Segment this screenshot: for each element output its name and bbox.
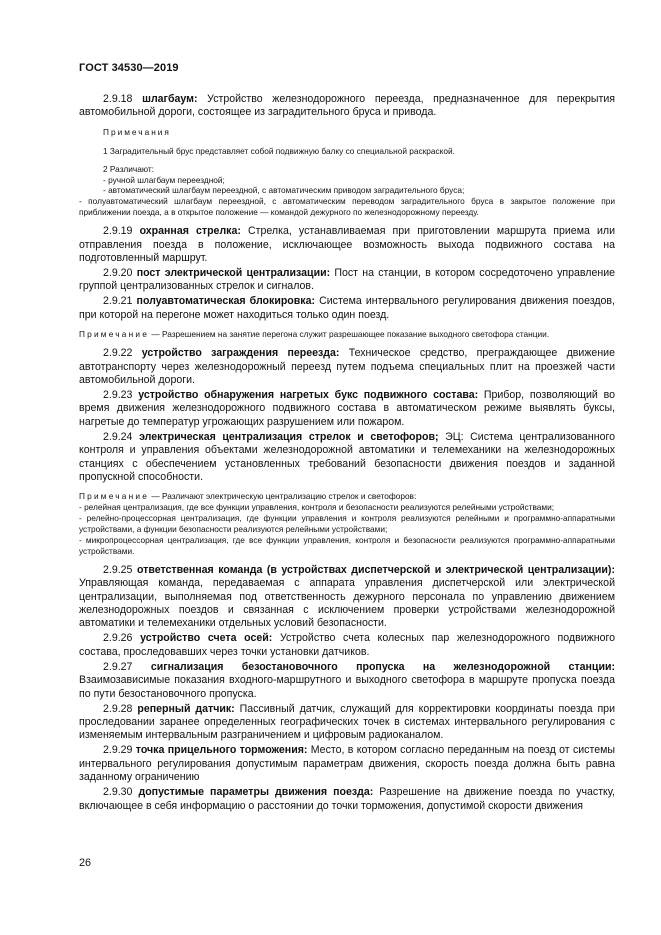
term-text: Разрешение на движение поезда по участку, включающее в себя информацию о расстоянии до точки торможения, допустимой скорости движения: [79, 786, 615, 812]
note-label: Примечание: [79, 329, 150, 340]
term-text: 2.9.18: [103, 93, 143, 105]
term-text: 2.9.21: [103, 295, 137, 308]
term-title: точка прицельного торможения:: [135, 744, 308, 757]
term-2-9-19: [79, 225, 615, 265]
term-text: Техническое средство, преграждающее движение автотранспорту через железнодорожный переезд путем подъема специальных плит на проезжей части автомобильной дороги.: [79, 347, 615, 386]
term-2-9-18: [79, 93, 615, 120]
term-title: допустимые параметры движения поезда:: [138, 786, 374, 799]
note-2-9-21: Примечание — Разрешением на занятие перегона служит разрешающее показание выходного светофора станции.: [79, 329, 550, 340]
term-2-9-28: [79, 703, 615, 743]
term-title: ответственная команда (в устройствах диспетчерской и электрической централизации):: [136, 563, 615, 576]
term-2-9-30: [79, 786, 615, 813]
note-item-1: 1 Заградительный брус представляет собой подвижную балку со специальной раскраской.: [103, 145, 455, 156]
term-title: устройство заграждения переезда:: [141, 347, 340, 360]
term-text: 2.9.26: [103, 632, 141, 645]
term-text: Стрелка, устанавливаемая при приготовлении маршрута приема или отправления поезда в положение, исключающее возможность выхода подвижного состава на подготовленный маршрут.: [79, 225, 615, 264]
term-text: Место, в котором согласно переданным на поезд от системы интервального регулирования допустимым параметрам движения, скорость поезда должна быть равна заданному ограничению: [79, 744, 615, 784]
term-text: ЭЦ: Система централизованного контроля и управления объектами железнодорожной автоматики и телемеханики на железнодорожных станциях с обеспечением установленных требований безопасности движения поездов и заданной пропускной способности.: [79, 430, 615, 483]
term-text: 2.9.28: [103, 702, 138, 715]
term-text: 2.9.23: [103, 388, 139, 401]
term-2-9-26: [79, 632, 615, 659]
note-item-2: 2 Различают:: [103, 163, 154, 174]
term-2-9-29: [79, 744, 615, 784]
term-title: охранная стрелка:: [139, 225, 241, 238]
term-text: 2.9.19: [103, 225, 140, 238]
term-text: 2.9.22: [103, 347, 142, 360]
term-2-9-24: [79, 431, 615, 485]
term-title: реперный датчик:: [137, 702, 235, 715]
term-text: Прибор, позволяющий во время движения железнодорожного подвижного состава в автоматическом режиме выявлять буксы, нагретые до температур угрожающих разрушением или пожаром.: [79, 388, 615, 428]
note-2-9-24-item-a: - релейная централизация, где все функции управления, контроля и безопасности реализуются релейными устройствами;: [79, 502, 555, 513]
term-title: устройство счета осей:: [140, 632, 273, 645]
term-text: Устройство железнодорожного переезда, предназначенное для перекрытия автомобильной дороги, состоящее из заградительного бруса и привода.: [79, 93, 615, 119]
note-item-2a: - ручной шлагбаум переездной;: [103, 174, 225, 185]
term-text: 2.9.29: [103, 744, 136, 757]
term-2-9-21: [79, 295, 615, 322]
note-item-2c: - полуавтоматический шлагбаум переездной, с автоматическим переводом заградительного бруса в закрытое положение при приближении поезда, а в открытое положение — командой дежурного по железнодорожному переезду.: [79, 196, 615, 218]
term-text: Устройство счета колесных пар железнодорожного подвижного состава, проследовавших через точки установки датчиков.: [79, 632, 616, 658]
term-text: 2.9.20: [103, 266, 137, 279]
notes-heading: Примечания: [103, 126, 171, 137]
note-2-9-24-item-c: - микропроцессорная централизация, где все функции управления, контроля и безопасности реализуются программно-аппаратными устройствами.: [79, 534, 615, 556]
note-2-9-24: Примечание — Различают электрическую централизацию стрелок и светофоров:: [79, 491, 417, 502]
document-body: [79, 93, 615, 815]
term-title: электрическая централизация стрелок и светофоров;: [139, 430, 439, 443]
term-2-9-22: [79, 347, 615, 387]
term-text: 2.9.25: [103, 563, 137, 576]
term-2-9-25: [79, 564, 615, 631]
term-text: 2.9.30: [103, 786, 139, 799]
term-text: Взаимозависимые показания входного-маршрутного и выходного светофора в маршруте пропуска поезда по пути безостановочного пропуска.: [79, 674, 615, 700]
term-text: Пассивный датчик, служащий для корректировки координаты поезда при проследовании заранее определенных географических точек в системах интервального регулирования с изменяемым интервальным разграничением и цифровым радиоканалом.: [79, 702, 615, 742]
term-title: устройство обнаружения нагретых букс подвижного состава:: [138, 388, 479, 401]
note-item-2b: - автоматический шлагбаум переездной, с автоматическим приводом заградительного бруса;: [103, 185, 465, 196]
term-2-9-27: [79, 661, 615, 701]
term-text: Пост на станции, в котором сосредоточено управление группой централизованных стрелок и сигналов.: [79, 266, 615, 293]
term-text: 2.9.27: [103, 660, 151, 673]
note-label: Примечание: [79, 491, 150, 502]
term-title: шлагбаум:: [142, 93, 198, 105]
term-text: Управляющая команда, передаваемая с аппарата управления диспетчерской или электрической централизации, выполняемая под ответственность дежурного персонала по управлению движением железнодорожных поездов и связанная с исключением проверки устройствами железнодорожной автоматики и телемеханики отдельных условий безопасности.: [79, 577, 615, 630]
term-title: сигнализация безостановочного пропуска на железнодорожной станции:: [150, 660, 615, 673]
term-text: 2.9.24: [103, 430, 140, 443]
term-title: пост электрической централизации:: [136, 266, 331, 279]
term-2-9-23: [79, 389, 615, 429]
term-title: полуавтоматическая блокировка:: [136, 295, 316, 308]
term-text: Система интервального регулирования движения поездов, при которой на перегоне может находиться только один поезд.: [79, 295, 616, 321]
page-number: 26: [79, 857, 92, 869]
term-2-9-20: [79, 267, 615, 294]
note-2-9-24-item-b: - релейно-процессорная централизация, где функции управления и контроля реализуются релейными и программно-аппаратными устройствами, а функции безопасности реализуются релейными устройствами;: [79, 513, 615, 535]
standard-header: ГОСТ 34530—2019: [79, 62, 179, 74]
